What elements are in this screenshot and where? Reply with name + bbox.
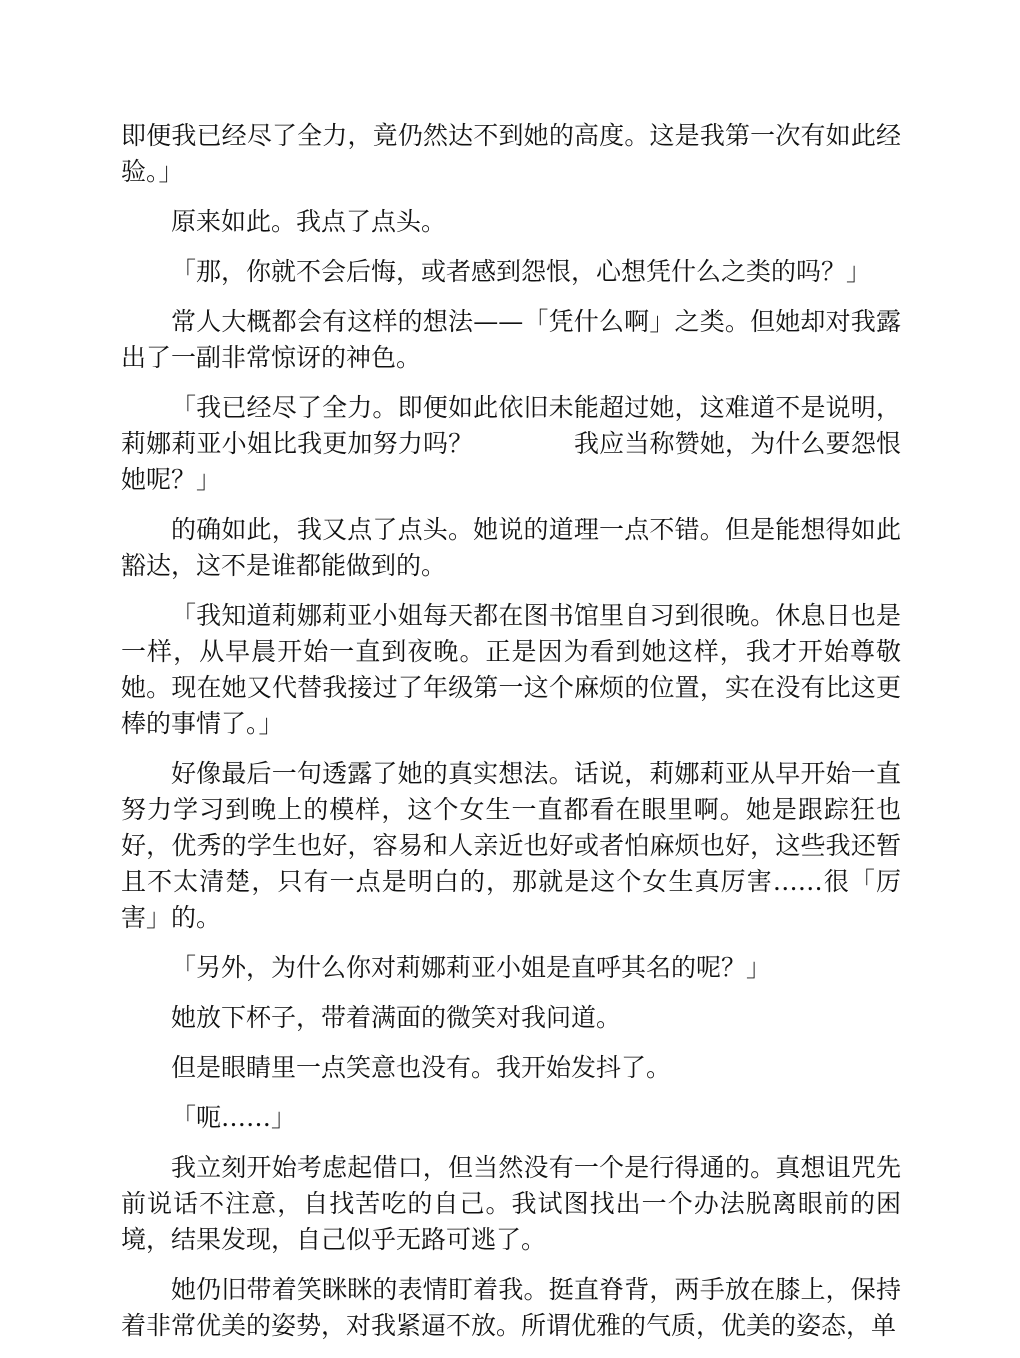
- paragraph-3: 「那，你就不会后悔，或者感到怨恨，心想凭什么之类的吗？」: [171, 257, 872, 286]
- paragraph-2: 原来如此。我点了点头。: [171, 207, 447, 236]
- paragraph-4: 常人大概都会有这样的想法——「凭什么啊」之类。但她却对我露出了一副非常惊讶的神色。: [121, 307, 901, 372]
- paragraph-7: 「我知道莉娜莉亚小姐每天都在图书馆里自习到很晚。休息日也是一样，从早晨开始一直到夜晚。正是因为看到她这样，我才开始尊敬她。现在她又代替我接过了年级第一这个麻烦的位置，实在没有比这更棒的事情了。」: [121, 601, 901, 738]
- paragraph-14: 她仍旧带着笑眯眯的表情盯着我。挺直脊背，两手放在膝上，保持着非常优美的姿势，对我紧逼不放。所谓优雅的气质，优美的姿态，单: [121, 1275, 901, 1340]
- paragraph-12: 「呃……」: [171, 1103, 297, 1132]
- paragraph-13: 我立刻开始考虑起借口，但当然没有一个是行得通的。真想诅咒先前说话不注意，自找苦吃的自己。我试图找出一个办法脱离眼前的困境，结果发现，自己似乎无路可逃了。: [121, 1153, 901, 1254]
- paragraph-11: 但是眼睛里一点笑意也没有。我开始发抖了。: [171, 1053, 672, 1082]
- paragraph-5: 「我已经尽了全力。即便如此依旧未能超过她，这难道不是说明，莉娜莉亚小姐比我更加努力吗？ 我应当称赞她，为什么要怨恨她呢？」: [121, 393, 901, 494]
- paragraph-9: 「另外，为什么你对莉娜莉亚小姐是直呼其名的呢？」: [171, 953, 772, 982]
- paragraph-1: 即便我已经尽了全力，竟仍然达不到她的高度。这是我第一次有如此经验。」: [121, 121, 901, 186]
- document-page: [121, 118, 901, 1358]
- paragraph-8: 好像最后一句透露了她的真实想法。话说，莉娜莉亚从早开始一直努力学习到晚上的模样，这个女生一直都看在眼里啊。她是跟踪狂也好，优秀的学生也好，容易和人亲近也好或者怕麻烦也好，这些我还暂且不太清楚，只有一点是明白的，那就是这个女生真厉害……很「厉害」的。: [121, 759, 901, 932]
- paragraph-10: 她放下杯子，带着满面的微笑对我问道。: [171, 1003, 622, 1032]
- paragraph-6: 的确如此，我又点了点头。她说的道理一点不错。但是能想得如此豁达，这不是谁都能做到的。: [121, 515, 901, 580]
